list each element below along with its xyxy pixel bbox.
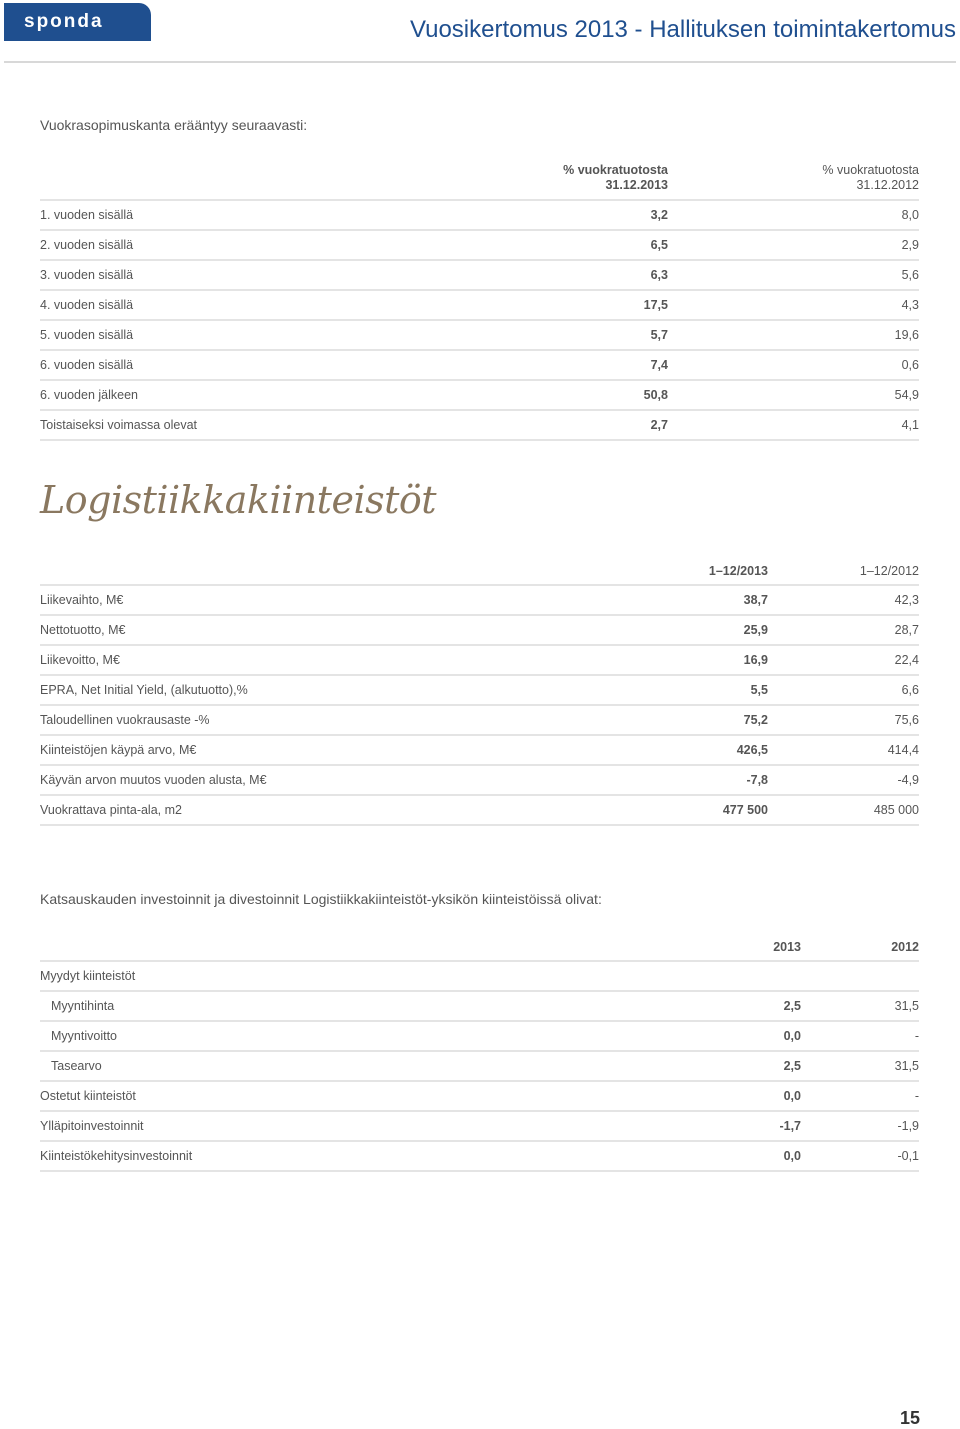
row-label: Kiinteistöjen käypä arvo, M€	[40, 735, 650, 765]
table-row	[40, 615, 919, 645]
row-label: Kiinteistökehitysinvestoinnit	[40, 1141, 680, 1171]
table-header-row	[40, 156, 919, 200]
column-header-2013: 1–12/2013	[650, 556, 768, 585]
logistics-key-figures-table	[40, 556, 919, 826]
row-label: Vuokrattava pinta-ala, m2	[40, 795, 650, 825]
row-label: Ylläpitoinvestoinnit	[40, 1111, 680, 1141]
value-2013: 50,8	[550, 380, 668, 410]
value-2012: -0,1	[801, 1141, 919, 1171]
row-label: Käyvän arvon muutos vuoden alusta, M€	[40, 765, 650, 795]
table-header-row	[40, 556, 919, 585]
table-row	[40, 1111, 919, 1141]
table-row	[40, 705, 919, 735]
value-2012: 4,1	[668, 410, 919, 440]
logo-text: sponda	[24, 11, 104, 32]
table-row	[40, 1051, 919, 1081]
row-label: Tasearvo	[40, 1051, 680, 1081]
value-2012	[801, 961, 919, 991]
value-2013: 25,9	[650, 615, 768, 645]
value-2013: 0,0	[680, 1141, 801, 1171]
value-2013: 5,7	[550, 320, 668, 350]
value-2012: 31,5	[801, 991, 919, 1021]
table-row	[40, 230, 919, 260]
row-label: EPRA, Net Initial Yield, (alkutuotto),%	[40, 675, 650, 705]
row-label: Taloudellinen vuokrausaste -%	[40, 705, 650, 735]
column-header-2012: % vuokratuotosta 31.12.2012	[668, 156, 919, 200]
value-2013: 3,2	[550, 200, 668, 230]
table-header-row	[40, 932, 919, 961]
value-2013: 477 500	[650, 795, 768, 825]
row-label: 4. vuoden sisällä	[40, 290, 550, 320]
value-2012: -	[801, 1021, 919, 1051]
sponda-logo	[4, 3, 151, 41]
table-row	[40, 675, 919, 705]
column-header-2012: 1–12/2012	[768, 556, 919, 585]
column-header-2013: % vuokratuotosta 31.12.2013	[550, 156, 668, 200]
table-row	[40, 735, 919, 765]
value-2013: 38,7	[650, 585, 768, 615]
value-2012: 5,6	[668, 260, 919, 290]
value-2012: 0,6	[668, 350, 919, 380]
table-row	[40, 260, 919, 290]
table-row	[40, 410, 919, 440]
row-label: 5. vuoden sisällä	[40, 320, 550, 350]
table-row	[40, 645, 919, 675]
table-row	[40, 795, 919, 825]
row-label: Nettotuotto, M€	[40, 615, 650, 645]
row-label: Myydyt kiinteistöt	[40, 961, 680, 991]
value-2012: 485 000	[768, 795, 919, 825]
value-2012: 2,9	[668, 230, 919, 260]
value-2012: -	[801, 1081, 919, 1111]
column-header-2013: 2013	[680, 932, 801, 961]
row-label: 6. vuoden sisällä	[40, 350, 550, 380]
row-label: Myyntivoitto	[40, 1021, 680, 1051]
value-2013: 2,5	[680, 1051, 801, 1081]
row-label: Liikevaihto, M€	[40, 585, 650, 615]
lease-expiry-table	[40, 156, 919, 441]
value-2013: 426,5	[650, 735, 768, 765]
header-divider	[4, 61, 956, 63]
value-2012: 19,6	[668, 320, 919, 350]
table-row	[40, 1021, 919, 1051]
table-row	[40, 1141, 919, 1171]
row-label: Ostetut kiinteistöt	[40, 1081, 680, 1111]
row-label: 1. vuoden sisällä	[40, 200, 550, 230]
table-row	[40, 1081, 919, 1111]
value-2012: -4,9	[768, 765, 919, 795]
value-2013: 0,0	[680, 1081, 801, 1111]
column-header-2012: 2012	[801, 932, 919, 961]
investments-table	[40, 932, 919, 1172]
value-2013: 0,0	[680, 1021, 801, 1051]
document-title: Vuosikertomus 2013 - Hallituksen toimintakertomus	[409, 16, 956, 43]
value-2013: -7,8	[650, 765, 768, 795]
value-2012: 8,0	[668, 200, 919, 230]
value-2012: 6,6	[768, 675, 919, 705]
table-row	[40, 200, 919, 230]
table-row	[40, 765, 919, 795]
value-2012: 31,5	[801, 1051, 919, 1081]
value-2012: 414,4	[768, 735, 919, 765]
table-row	[40, 290, 919, 320]
row-label: 2. vuoden sisällä	[40, 230, 550, 260]
value-2012: 22,4	[768, 645, 919, 675]
table-row	[40, 991, 919, 1021]
table-row	[40, 320, 919, 350]
page-number: 15	[899, 1408, 920, 1428]
lease-expiry-intro: Vuokrasopimuskanta erääntyy seuraavasti:	[40, 117, 308, 133]
value-2012: 28,7	[768, 615, 919, 645]
value-2013: 2,5	[680, 991, 801, 1021]
value-2012: 54,9	[668, 380, 919, 410]
value-2013	[680, 961, 801, 991]
table-row	[40, 961, 919, 991]
value-2013: 6,3	[550, 260, 668, 290]
value-2013: 5,5	[650, 675, 768, 705]
value-2012: 4,3	[668, 290, 919, 320]
value-2012: 75,6	[768, 705, 919, 735]
row-label: 6. vuoden jälkeen	[40, 380, 550, 410]
row-label: Liikevoitto, M€	[40, 645, 650, 675]
investments-intro: Katsauskauden investoinnit ja divestoinnit Logistiikkakiinteistöt-yksikön kiinteistöissä olivat:	[40, 891, 602, 907]
value-2013: 16,9	[650, 645, 768, 675]
table-row	[40, 380, 919, 410]
value-2013: -1,7	[680, 1111, 801, 1141]
value-2013: 75,2	[650, 705, 768, 735]
row-label: Toistaiseksi voimassa olevat	[40, 410, 550, 440]
row-label: Myyntihinta	[40, 991, 680, 1021]
table-row	[40, 350, 919, 380]
table-row	[40, 585, 919, 615]
section-title: Logistiikkakiinteistöt	[40, 478, 437, 522]
row-label: 3. vuoden sisällä	[40, 260, 550, 290]
value-2012: 42,3	[768, 585, 919, 615]
value-2013: 2,7	[550, 410, 668, 440]
value-2012: -1,9	[801, 1111, 919, 1141]
value-2013: 17,5	[550, 290, 668, 320]
value-2013: 6,5	[550, 230, 668, 260]
value-2013: 7,4	[550, 350, 668, 380]
